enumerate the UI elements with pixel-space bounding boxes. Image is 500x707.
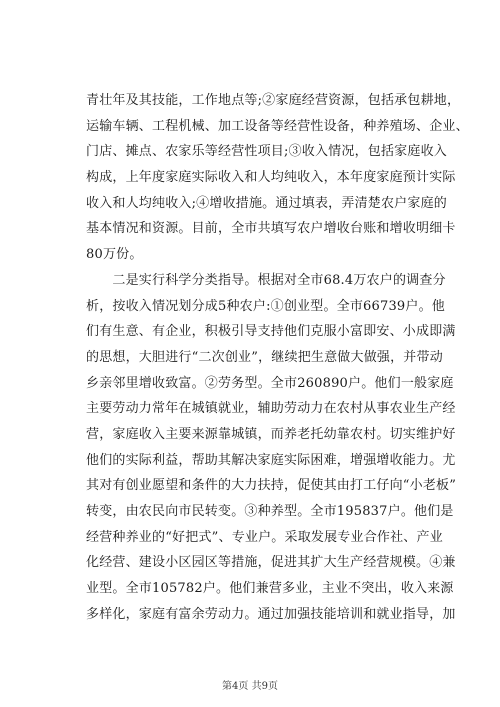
text-line: 他们的实际利益，帮助其解决家庭实际困难，增强增收能力。尤 bbox=[86, 452, 456, 468]
text-line: 二是实行科学分类指导。根据对全市68.4万农户的调查分 bbox=[86, 272, 446, 288]
text-line: 化经营、建设小区园区等措施，促进其扩大生产经营规模。④兼 bbox=[86, 555, 456, 571]
text-line: 青壮年及其技能，工作地点等;②家庭经营资源，包括承包耕地， bbox=[86, 93, 461, 108]
text-line: 主要劳动力常年在城镇就业，辅助劳动力在农村从事农业生产经 bbox=[86, 401, 456, 417]
page-footer: 第4页 共9页 bbox=[222, 681, 278, 692]
text-line: 乡亲邻里增收致富。②劳务型。全市260890户。他们一般家庭 bbox=[86, 375, 454, 391]
text-line: 收入和人均纯收入;④增收措施。通过填表，弄清楚农户家庭的 bbox=[86, 195, 447, 211]
text-line: 其对有创业愿望和条件的大力扶持，促使其由打工仔向“小老板” bbox=[86, 478, 457, 494]
text-line: 经营种养业的“好把式”、专业户。采取发展专业合作社、产业 bbox=[86, 529, 443, 545]
text-line: 构成，上年度家庭实际收入和人均纯收入，本年度家庭预计实际 bbox=[86, 170, 456, 186]
text-line: 门店、摊点、农家乐等经营性项目;③收入情况，包括家庭收入 bbox=[86, 144, 447, 160]
body-text bbox=[86, 88, 469, 627]
text-line: 营，家庭收入主要来源靠城镇，而养老托幼靠农村。切实维护好 bbox=[86, 426, 456, 442]
text-line: 运输车辆、工程机械、加工设备等经营性设备，种养殖场、企业、 bbox=[86, 118, 469, 134]
text-line: 析，按收入情况划分成5种农户:①创业型。全市66739户。他 bbox=[86, 298, 446, 314]
text-line: 的思想，大胆进行“二次创业”，继续把生意做大做强，并带动 bbox=[86, 349, 443, 365]
text-line: 基本情况和资源。目前，全市共填写农户增收台账和增收明细卡 bbox=[86, 221, 456, 237]
text-line: 转变，由农民向市民转变。③种养型。全市195837户。他们是 bbox=[86, 504, 454, 519]
text-line: 80万份。 bbox=[86, 247, 143, 263]
text-line: 多样化，家庭有富余劳动力。通过加强技能培训和就业指导，加 bbox=[86, 606, 456, 622]
text-line: 们有生意、有企业，积极引导支持他们克服小富即安、小成即满 bbox=[86, 324, 456, 340]
text-line: 业型。全市105782户。他们兼营多业，主业不突出，收入来源 bbox=[86, 581, 454, 597]
